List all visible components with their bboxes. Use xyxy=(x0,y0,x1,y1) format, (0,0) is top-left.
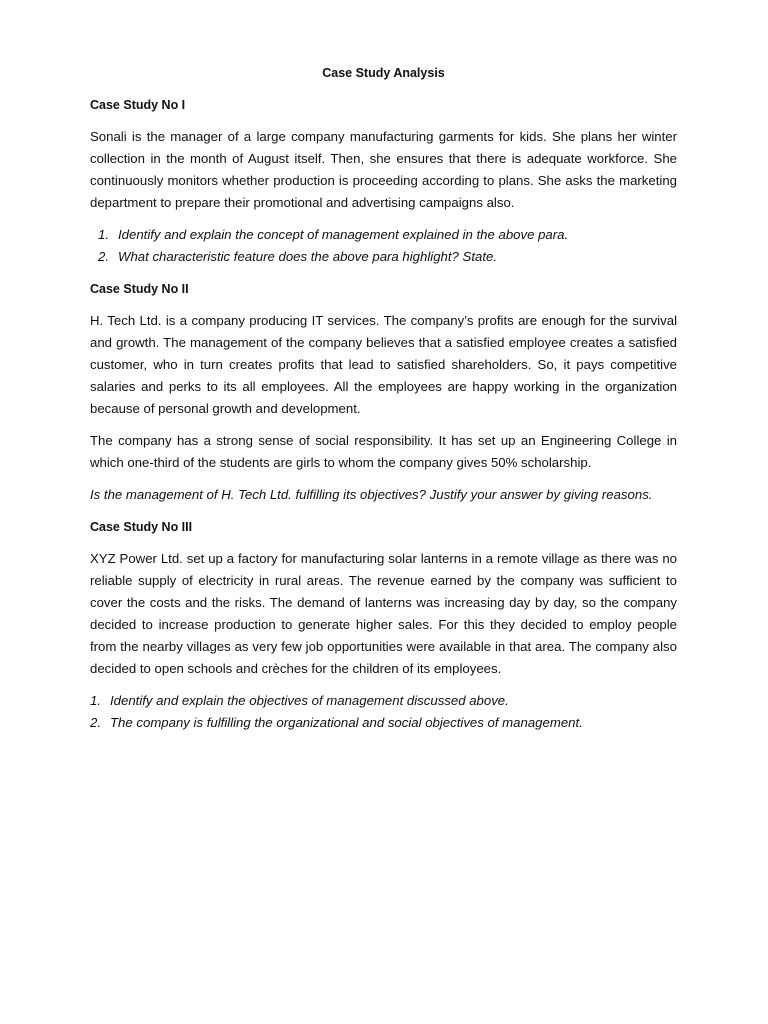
case-study-3-heading: Case Study No III xyxy=(90,520,193,534)
case-study-2-question: Is the management of H. Tech Ltd. fulfilling its objectives? Justify your answer by giving reasons. xyxy=(90,487,653,502)
case-study-2-heading: Case Study No II xyxy=(90,282,189,296)
document-page xyxy=(90,62,677,744)
case-study-1-heading: Case Study No I xyxy=(90,98,186,112)
question-number: 1. xyxy=(98,227,109,242)
case-study-3-question-1 xyxy=(90,690,677,712)
case-study-1-question-1 xyxy=(90,224,677,246)
question-number: 2. xyxy=(98,249,109,264)
document-title: Case Study Analysis xyxy=(322,66,445,80)
case-study-2-paragraph-1: H. Tech Ltd. is a company producing IT services. The company’s profits are enough for the survival and growth. The management of the company believes that a satisfied employee creates a satisfied customer, who in turn creates profits that lead to satisfied shareholders. So, it pays competitive salaries and perks to its all employees. All the employees are happy working in the organization because of personal growth and development. xyxy=(90,313,677,416)
case-study-1-questions xyxy=(90,224,677,268)
case-study-2-paragraph-2: The company has a strong sense of social responsibility. It has set up an Engineering College in which one-third of the students are girls to whom the company gives 50% scholarship. xyxy=(90,433,677,470)
case-study-3-paragraph: XYZ Power Ltd. set up a factory for manufacturing solar lanterns in a remote village as there was no reliable supply of electricity in rural areas. The revenue earned by the company was sufficient to cover the costs and the risks. The demand of lanterns was increasing day by day, so the company decided to increase production to generate higher sales. For this they decided to employ people from the nearby villages as very few job opportunities were available in that area. The company also decided to open schools and crèches for the children of its employees. xyxy=(90,551,677,676)
question-number: 2. xyxy=(90,715,101,730)
question-text: What characteristic feature does the above para highlight? State. xyxy=(118,249,497,264)
case-study-3-question-2 xyxy=(90,712,677,734)
case-study-3-questions xyxy=(90,690,677,734)
question-text: Identify and explain the objectives of management discussed above. xyxy=(110,693,509,708)
case-study-1-question-2 xyxy=(90,246,677,268)
question-text: The company is fulfilling the organizational and social objectives of management. xyxy=(110,715,583,730)
question-text: Identify and explain the concept of management explained in the above para. xyxy=(118,227,569,242)
case-study-1-paragraph: Sonali is the manager of a large company manufacturing garments for kids. She plans her winter collection in the month of August itself. Then, she ensures that there is adequate workforce. She continuously monitors whether production is proceeding according to plans. She asks the marketing department to prepare their promotional and advertising campaigns also. xyxy=(90,129,677,210)
question-number: 1. xyxy=(90,693,101,708)
